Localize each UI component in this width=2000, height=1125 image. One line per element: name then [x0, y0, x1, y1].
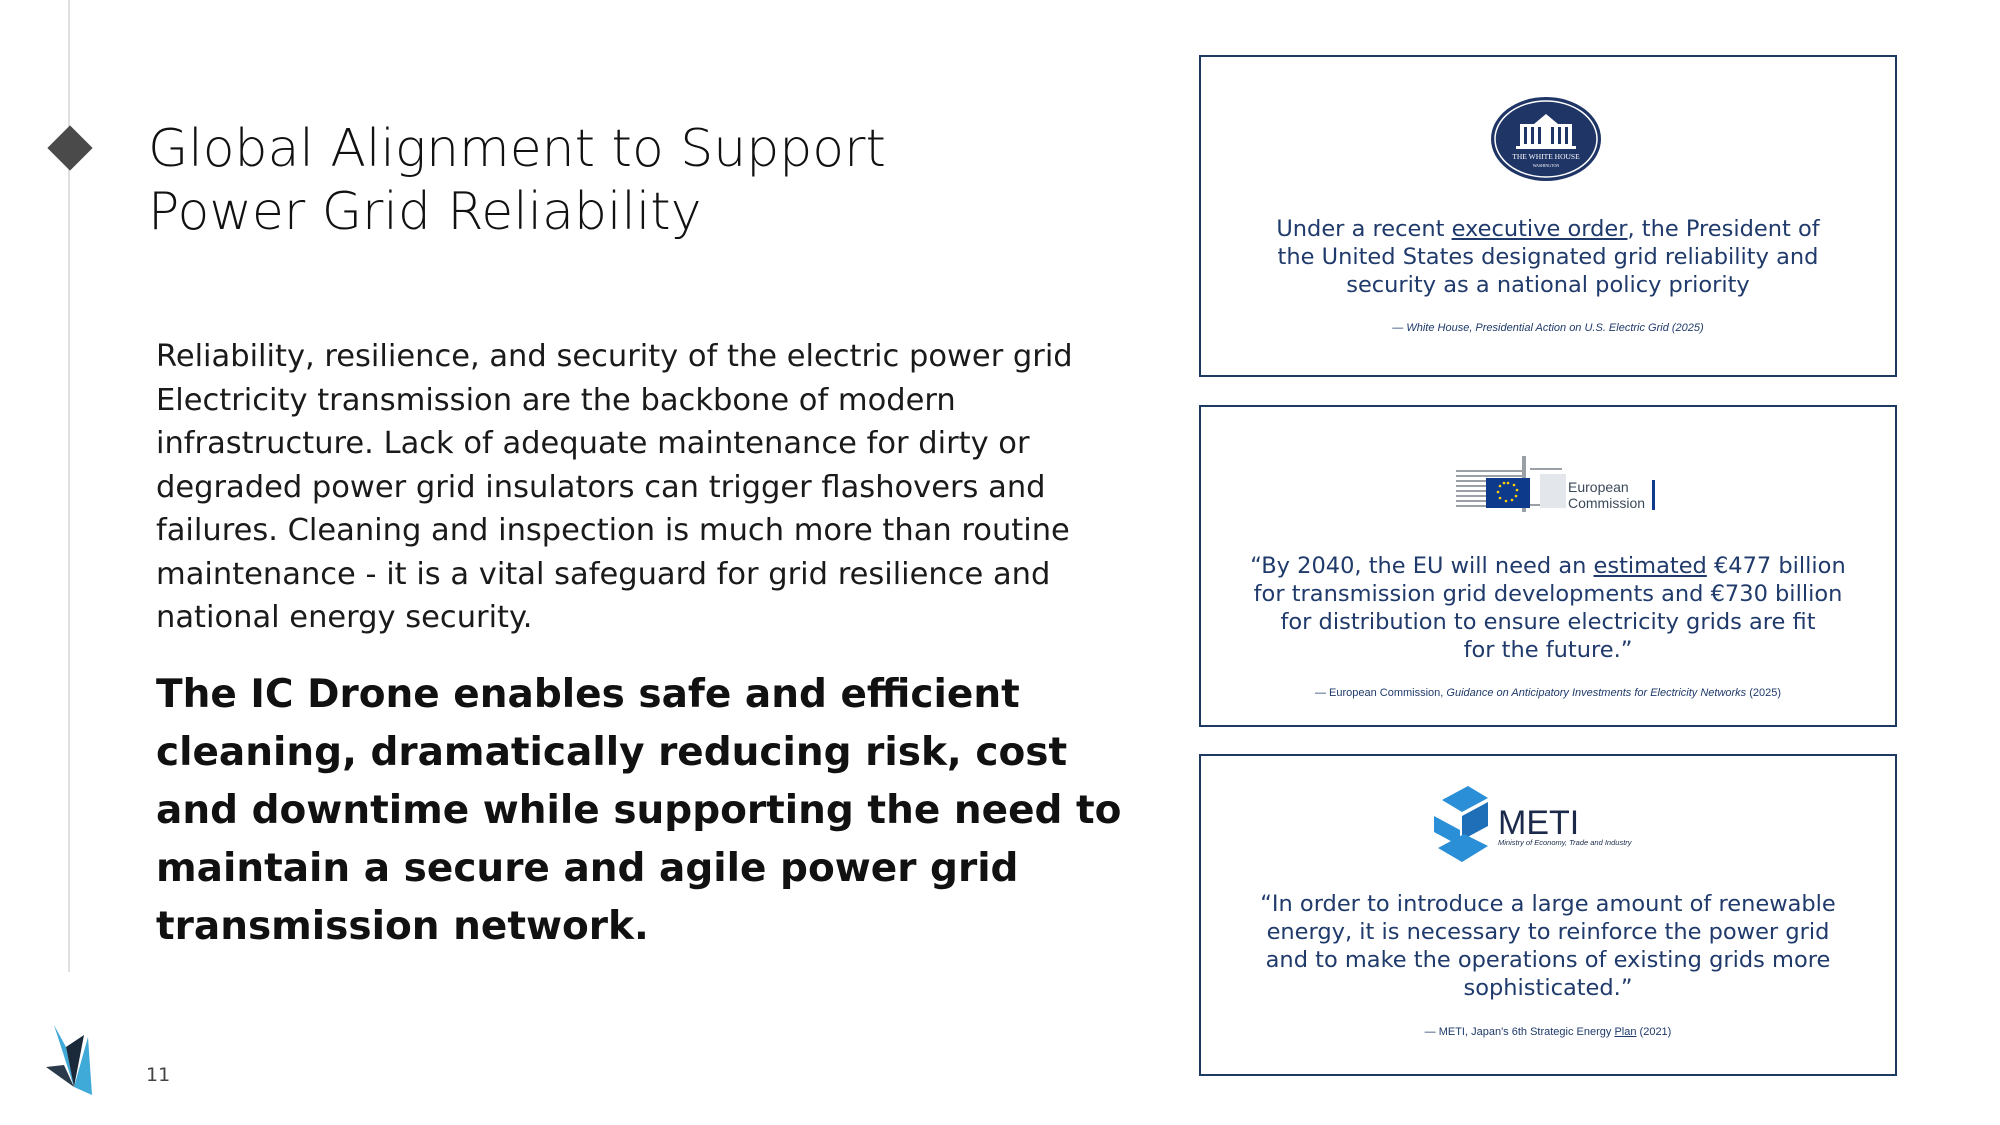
eu-quote-card [1199, 405, 1897, 727]
executive-order-link[interactable]: executive order [1451, 216, 1628, 242]
body-line: Reliability, resilience, and security of the electric power grid [156, 339, 1073, 374]
key-message-line: The IC Drone enables safe and efficient [156, 672, 1020, 717]
quote-line: security as a national policy priority [1346, 272, 1750, 298]
eu-quote [1201, 552, 1895, 664]
key-message-line: cleaning, dramatically reducing risk, cost [156, 730, 1068, 775]
quote-line: for transmission grid developments and €730 billion [1253, 581, 1843, 607]
quote-text: “By 2040, the EU will need an [1250, 553, 1594, 579]
title-line: Power Grid Reliability [148, 182, 702, 242]
eu-citation [1201, 687, 1895, 699]
eu-logo-text: Commission [1568, 495, 1646, 511]
body-line: failures. Cleaning and inspection is much more than routine [156, 513, 1070, 548]
slide-title [148, 118, 1148, 244]
seal-subtext: WASHINGTON [1532, 163, 1560, 168]
key-message-line: transmission network. [156, 904, 649, 949]
quote-text: €477 billion [1706, 553, 1846, 579]
citation-text: (2025) [1746, 687, 1782, 699]
meti-logo-text: METI [1498, 804, 1580, 842]
quote-text: , the President of [1627, 216, 1820, 242]
key-message [156, 666, 1156, 956]
body-line: national energy security. [156, 600, 533, 635]
quote-line: for the future.” [1463, 637, 1633, 663]
body-line: maintenance - it is a vital safeguard for grid resilience and [156, 556, 1051, 592]
meti-logo-icon [1434, 786, 1674, 862]
quote-line: and to make the operations of existing grids more [1265, 947, 1831, 973]
meti-citation [1201, 1026, 1895, 1038]
body-line: degraded power grid insulators can trigger flashovers and [156, 469, 1046, 505]
citation-text: (2021) [1636, 1026, 1672, 1038]
page-number: 11 [146, 1064, 171, 1086]
citation-title: Guidance on Anticipatory Investments for Electricity Networks [1446, 687, 1747, 699]
quote-line [1201, 215, 1895, 243]
estimated-link[interactable]: estimated [1593, 553, 1707, 579]
white-house-seal-icon [1490, 96, 1602, 182]
quote-line: energy, it is necessary to reinforce the power grid [1266, 919, 1830, 945]
body-line: Electricity transmission are the backbone of modern [156, 382, 956, 418]
quote-line: for distribution to ensure electricity grids are fit [1280, 609, 1816, 635]
eu-logo-text: European [1568, 479, 1629, 495]
citation-text: — European Commission, [1314, 687, 1447, 699]
white-house-quote [1201, 215, 1895, 299]
seal-text: THE WHITE HOUSE [1512, 152, 1580, 161]
quote-line: “In order to introduce a large amount of renewable [1260, 891, 1836, 917]
body-paragraph [156, 335, 1116, 640]
meti-logo-subtext: Ministry of Economy, Trade and Industry [1498, 838, 1632, 847]
citation-text: — METI, Japan's 6th Strategic Energy [1424, 1026, 1615, 1038]
white-house-citation: — White House, Presidential Action on U.S. Electric Grid (2025) [1392, 322, 1704, 334]
key-message-line: maintain a secure and agile power grid [156, 846, 1019, 891]
body-line: infrastructure. Lack of adequate maintenance for dirty or [156, 426, 1030, 461]
plan-link[interactable]: Plan [1614, 1026, 1637, 1038]
meti-quote-card [1199, 754, 1897, 1076]
title-line: Global Alignment to Support [148, 119, 886, 179]
diamond-icon [47, 125, 92, 170]
key-message-line: and downtime while supporting the need to [156, 788, 1122, 833]
quote-text: Under a recent [1276, 216, 1452, 242]
meti-quote [1201, 890, 1895, 1002]
european-commission-logo-icon [1456, 454, 1666, 516]
company-logo-icon [44, 1025, 100, 1097]
quote-line [1201, 552, 1895, 580]
quote-line: sophisticated.” [1463, 975, 1633, 1001]
white-house-quote-card [1199, 55, 1897, 377]
quote-line: the United States designated grid reliability and [1277, 244, 1819, 270]
